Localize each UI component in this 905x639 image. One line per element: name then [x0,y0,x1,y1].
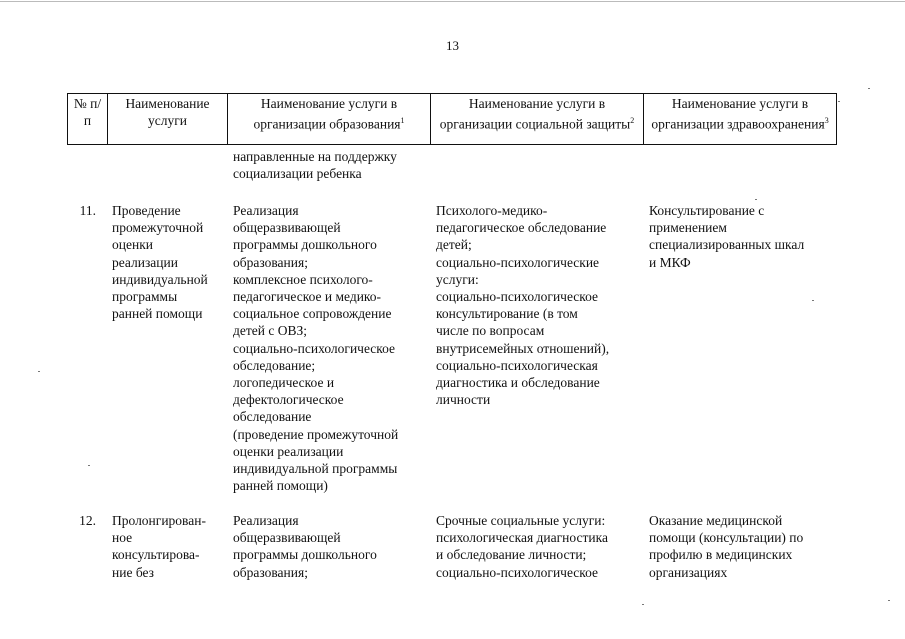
footnote-marker-3: 3 [824,116,829,125]
services-table-header [67,93,837,145]
row-11-health-service: Консультирование с применением специализированных шкал и МКФ [649,203,805,270]
row-11-number: 11. [79,203,96,218]
header-social [431,94,644,145]
row-12-social-service: Срочные социальные услуги: психологическая диагностика и обследование личности; социально-психологическое [436,513,608,580]
scan-speck [755,199,757,200]
header-number-label: № п/п [73,96,102,128]
row-11-education-service: Реализация общеразвивающей программы дошкольного образования; комплексное психолого- педагогическое и медико- социальное сопровождение детей с ОВЗ; социально-психологическое обследование; логопедическое и дефектологическое обследование (проведение промежуточной оценки реализации индивидуальной программы ранней помощи) [233,203,399,494]
header-health [644,94,837,145]
scan-speck [868,88,870,89]
page-number: 13 [446,38,459,53]
scan-speck [812,300,814,301]
header-health-label: Наименование услуги в организации здравоохранения [651,96,825,132]
row-12-health-service: Оказание медицинской помощи (консультации) по профилю в медицинских организациях [649,513,804,580]
row-11-service-name: Проведение промежуточной оценки реализации индивидуальной программы ранней помощи [112,203,208,322]
header-education [228,94,431,145]
header-service-name [108,94,228,145]
continuation-education-text: направленные на поддержку социализации ребенка [233,149,397,182]
scan-speck [838,101,840,102]
scan-edge-line [0,1,905,2]
scan-speck [88,465,90,466]
header-service-name-label: Наименование услуги [125,96,210,128]
scan-speck [642,604,644,605]
header-row [68,94,837,145]
header-number [68,94,108,145]
row-12-number: 12. [79,513,96,528]
scan-speck [888,600,890,601]
footnote-marker-1: 1 [400,116,405,125]
scan-speck [38,371,40,372]
footnote-marker-2: 2 [630,116,635,125]
row-12-service-name: Пролонгирован- ное консультирова- ние без [112,513,206,580]
header-education-label: Наименование услуги в организации образования [253,96,401,132]
header-social-label: Наименование услуги в организации социальной защиты [439,96,631,132]
row-11-social-service: Психолого-медико- педагогическое обследование детей; социально-психологические услуги: социально-психологическое консультирование (в том числе по вопросам внутрисемейных отношений), социально-психологическая диагностика и обследование личности [436,203,610,408]
row-12-education-service: Реализация общеразвивающей программы дошкольного образования; [233,513,377,580]
